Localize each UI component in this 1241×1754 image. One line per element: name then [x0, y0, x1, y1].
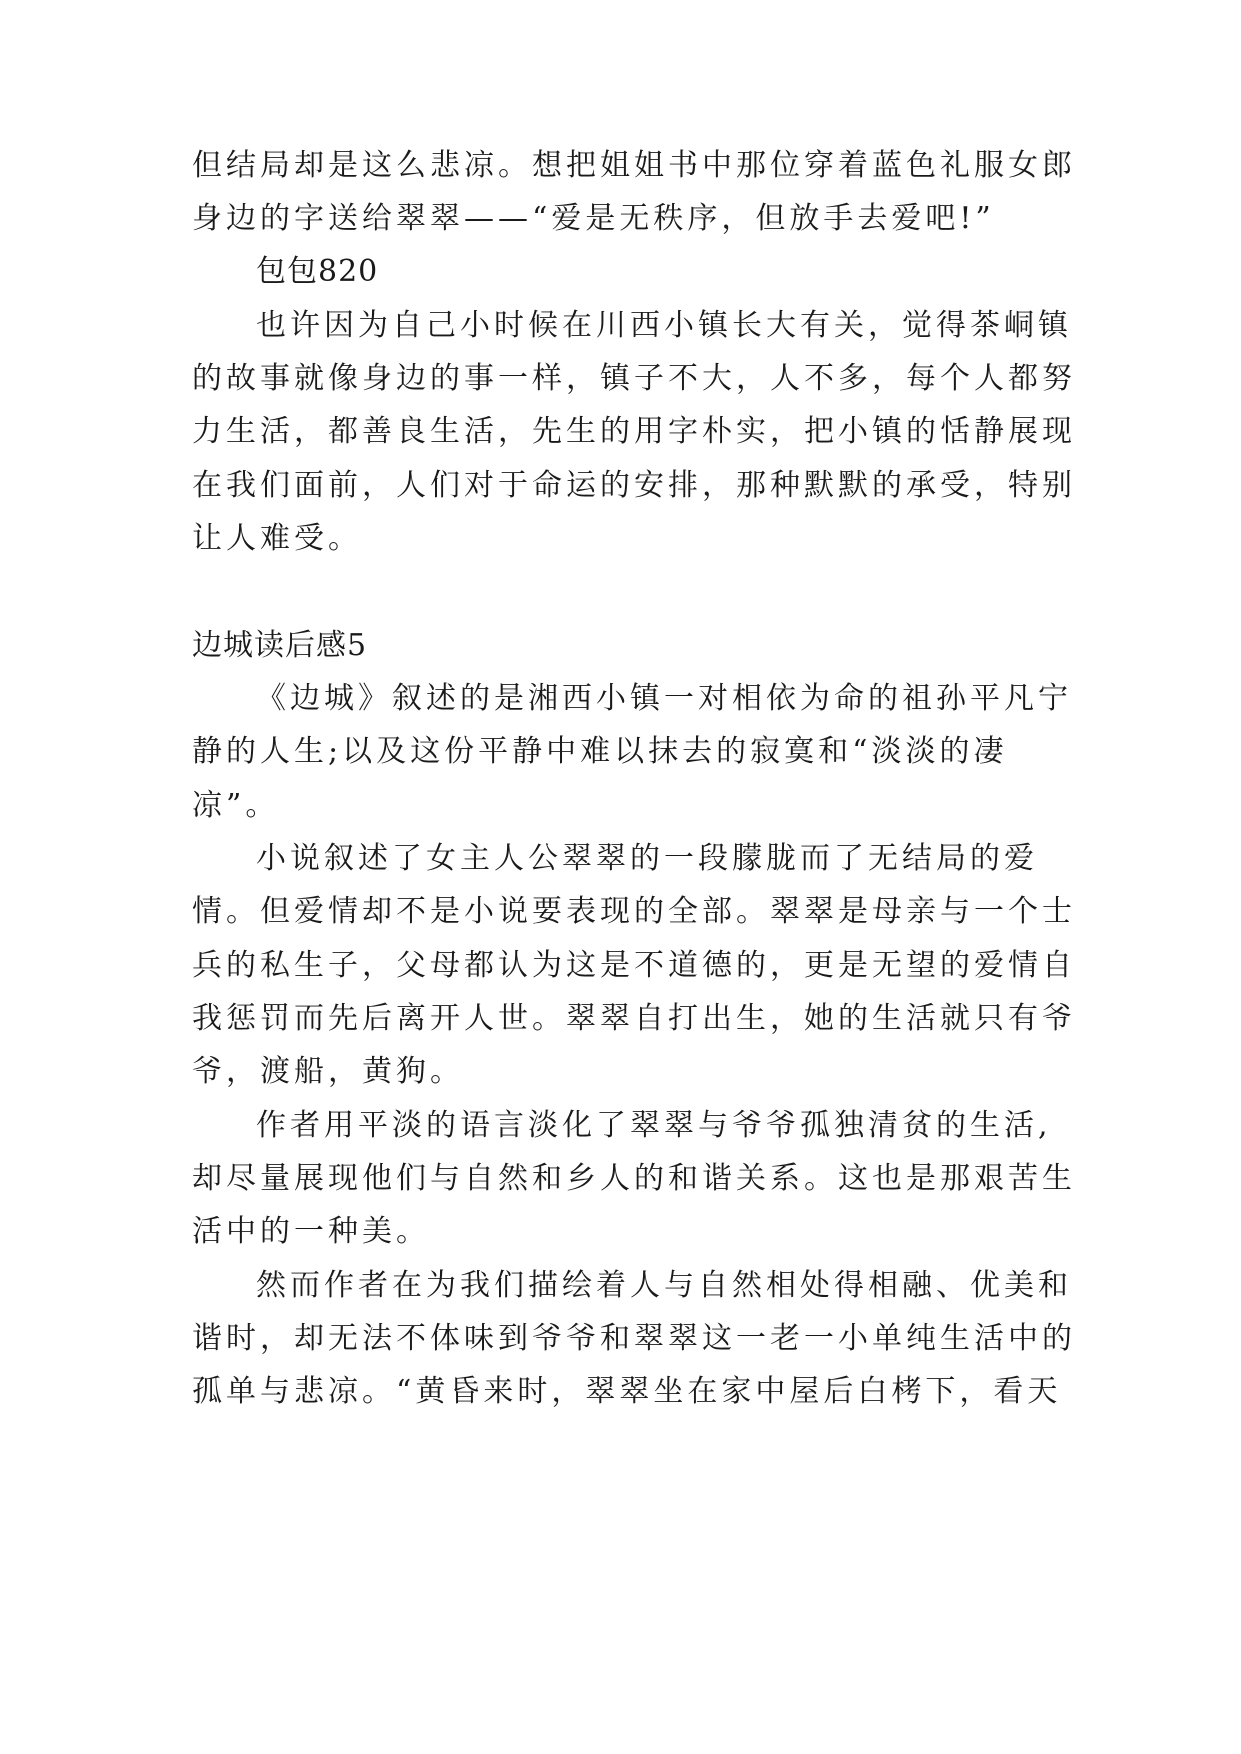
paragraph-line: 却尽量展现他们与自然和乡人的和谐关系。这也是那艰苦生 — [192, 1161, 1076, 1196]
paragraph-line: 孤单与悲凉。“黄昏来时，翠翠坐在家中屋后白栲下，看天 — [192, 1374, 1062, 1409]
section-title: 边城读后感5 — [192, 628, 368, 663]
paragraph-line: 情。但爱情却不是小说要表现的全部。翠翠是母亲与一个士 — [192, 894, 1076, 929]
paragraph-line: 爷，渡船，黄狗。 — [192, 1054, 464, 1089]
paragraph-line: 凉”。 — [192, 788, 280, 823]
paragraph-line: 兵的私生子，父母都认为这是不道德的，更是无望的爱情自 — [192, 948, 1076, 983]
paragraph-line: 小说叙述了女主人公翠翠的一段朦胧而了无结局的爱 — [256, 841, 1038, 876]
paragraph-line: 但结局却是这么悲凉。想把姐姐书中那位穿着蓝色礼服女郎 — [192, 148, 1076, 183]
paragraph-line: 静的人生;以及这份平静中难以抹去的寂寞和“淡淡的凄 — [192, 734, 1008, 769]
author-signature: 包包820 — [256, 254, 379, 289]
paragraph-line: 让人难受。 — [192, 521, 362, 556]
paragraph-line: 也许因为自己小时候在川西小镇长大有关，觉得茶峒镇 — [256, 308, 1072, 343]
paragraph-line: 作者用平淡的语言淡化了翠翠与爷爷孤独清贫的生活, — [256, 1108, 1052, 1143]
paragraph-line: 然而作者在为我们描绘着人与自然相处得相融、优美和 — [256, 1268, 1072, 1303]
paragraph-line: 力生活，都善良生活，先生的用字朴实，把小镇的恬静展现 — [192, 414, 1076, 449]
paragraph-line: 《边城》叙述的是湘西小镇一对相依为命的祖孙平凡宁 — [256, 681, 1072, 716]
paragraph-line: 谐时，却无法不体味到爷爷和翠翠这一老一小单纯生活中的 — [192, 1321, 1076, 1356]
paragraph-line: 身边的字送给翠翠——“爱是无秩序，但放手去爱吧!” — [192, 201, 995, 236]
paragraph-line: 活中的一种美。 — [192, 1214, 430, 1249]
paragraph-line: 的故事就像身边的事一样，镇子不大，人不多，每个人都努 — [192, 361, 1076, 396]
paragraph-line: 在我们面前，人们对于命运的安排，那种默默的承受，特别 — [192, 468, 1076, 503]
paragraph-line: 我惩罚而先后离开人世。翠翠自打出生，她的生活就只有爷 — [192, 1001, 1076, 1036]
